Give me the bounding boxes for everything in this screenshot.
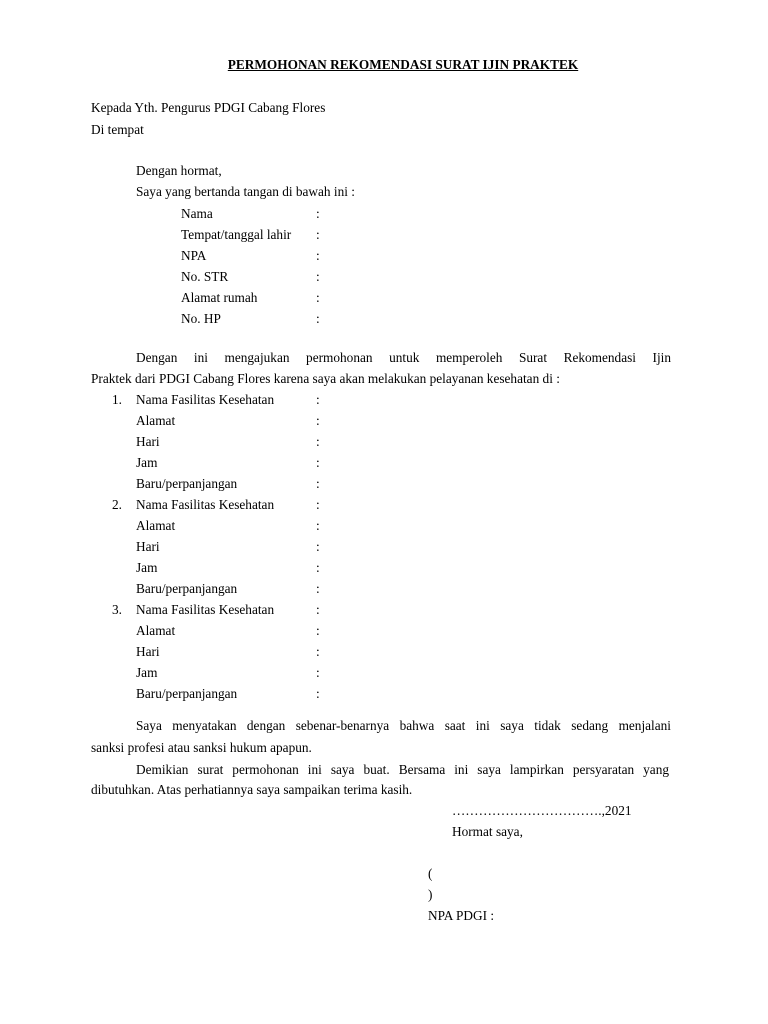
field-label: Alamat (136, 413, 176, 428)
field-colon: : (316, 497, 320, 512)
signature-close-paren: ) (428, 887, 433, 902)
field-colon: : (316, 581, 320, 596)
field-colon: : (316, 248, 320, 263)
field-colon: : (316, 392, 320, 407)
field-label: Nama Fasilitas Kesehatan (136, 497, 275, 512)
field-label: Tempat/tanggal lahir (181, 227, 292, 242)
field-colon: : (316, 455, 320, 470)
field-colon: : (316, 434, 320, 449)
field-label: Nama Fasilitas Kesehatan (136, 602, 275, 617)
field-colon: : (316, 476, 320, 491)
field-label: No. HP (181, 311, 221, 326)
field-colon: : (316, 311, 320, 326)
field-colon: : (316, 602, 320, 617)
field-label: Jam (136, 560, 158, 575)
field-colon: : (316, 227, 320, 242)
field-colon: : (316, 269, 320, 284)
facility-number: 1. (112, 392, 122, 407)
field-label: Baru/perpanjangan (136, 476, 238, 491)
field-label: Hari (136, 434, 160, 449)
regards-text: Hormat saya, (452, 824, 523, 839)
field-colon: : (316, 518, 320, 533)
field-label: Hari (136, 644, 160, 659)
field-colon: : (316, 413, 320, 428)
field-label: NPA (181, 248, 207, 263)
field-label: Alamat rumah (181, 290, 258, 305)
field-colon: : (316, 623, 320, 638)
request-paragraph-line: Dengan ini mengajukan permohonan untuk memperoleh Surat Rekomendasi Ijin (136, 350, 671, 365)
field-colon: : (316, 686, 320, 701)
statement-paragraph-line: Saya menyatakan dengan sebenar-benarnya bahwa saat ini saya tidak sedang menjalani (136, 718, 671, 733)
field-colon: : (316, 290, 320, 305)
field-label: Baru/perpanjangan (136, 581, 238, 596)
field-label: Hari (136, 539, 160, 554)
request-paragraph-line: Praktek dari PDGI Cabang Flores karena saya akan melakukan pelayanan kesehatan di : (91, 371, 560, 386)
npa-pdgi-label: NPA PDGI : (428, 908, 495, 923)
field-label: Jam (136, 455, 158, 470)
statement-paragraph-line: sanksi profesi atau sanksi hukum apapun. (91, 740, 312, 755)
document-title: PERMOHONAN REKOMENDASI SURAT IJIN PRAKTEK (227, 57, 579, 72)
closing-paragraph-line: dibutuhkan. Atas perhatiannya saya sampaikan terima kasih. (91, 782, 413, 797)
signature-open-paren: ( (428, 866, 433, 881)
field-label: Jam (136, 665, 158, 680)
date-line: …………………………….,2021 (452, 803, 632, 818)
field-colon: : (316, 665, 320, 680)
field-label: Baru/perpanjangan (136, 686, 238, 701)
field-label: No. STR (181, 269, 229, 284)
recipient-line: Kepada Yth. Pengurus PDGI Cabang Flores (91, 100, 326, 115)
field-colon: : (316, 206, 320, 221)
closing-paragraph-line: Demikian surat permohonan ini saya buat. Bersama ini saya lampirkan persyaratan yang (136, 762, 669, 777)
recipient-place: Di tempat (91, 122, 144, 137)
field-colon: : (316, 560, 320, 575)
field-colon: : (316, 539, 320, 554)
field-colon: : (316, 644, 320, 659)
field-label: Alamat (136, 623, 176, 638)
field-label: Nama (181, 206, 213, 221)
greeting: Dengan hormat, (136, 163, 222, 178)
intro-text: Saya yang bertanda tangan di bawah ini : (136, 184, 355, 199)
field-label: Nama Fasilitas Kesehatan (136, 392, 275, 407)
field-label: Alamat (136, 518, 176, 533)
facility-number: 2. (112, 497, 122, 512)
facility-number: 3. (112, 602, 122, 617)
